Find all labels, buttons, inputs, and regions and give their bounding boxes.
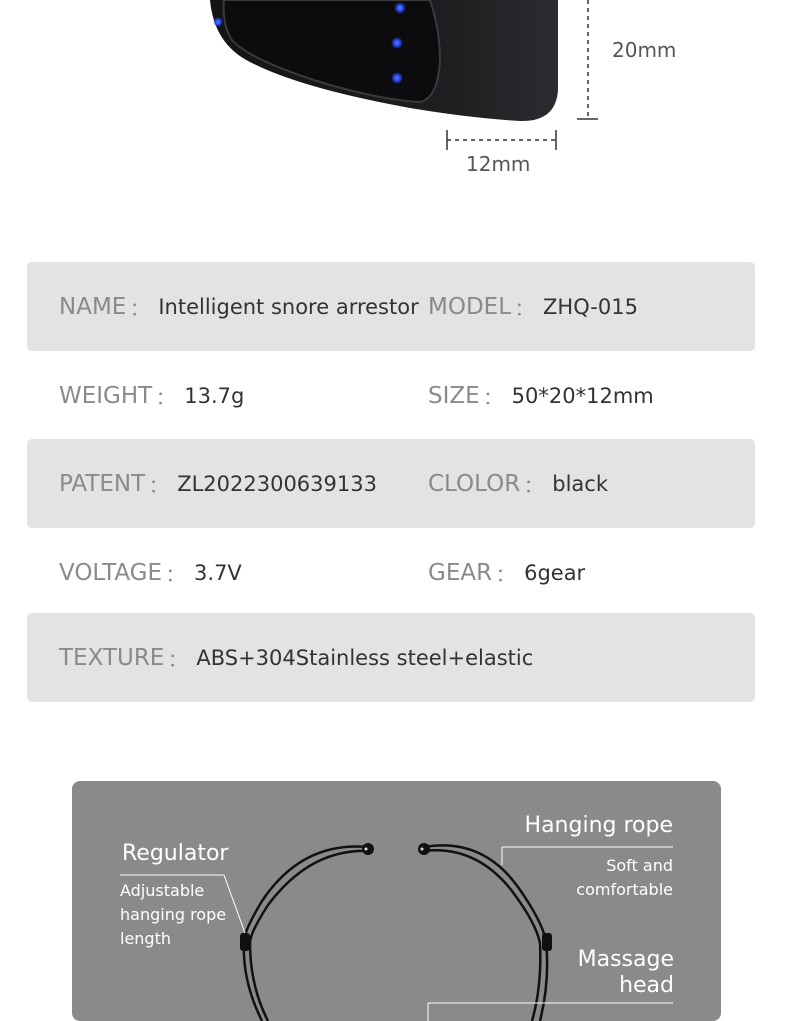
spec-colon: ： [129,296,153,322]
led-light [391,37,403,49]
spec-cell [59,439,377,528]
spec-value: black [552,471,608,496]
regulator-slider [240,933,250,951]
spec-key: NAME [59,293,127,320]
spec-colon: ： [165,562,189,588]
led-light [394,2,406,14]
device-illustration [0,0,790,200]
spec-cell [428,262,638,351]
spec-value: 50*20*12mm [511,383,654,408]
spec-value: 13.7g [184,383,245,408]
spec-colon: ： [148,473,172,499]
width-dimension-label: 12mm [466,152,531,176]
spec-cell [428,528,585,617]
spec-colon: ： [155,385,179,411]
regulator-description: Adjustable hanging rope length [120,881,227,948]
spec-colon: ： [523,473,547,499]
spec-row-voltage [27,528,755,617]
spec-colon: ： [482,385,506,411]
spec-colon: ： [167,647,191,673]
rope-strand [244,846,368,1021]
led-light [213,17,223,27]
product-dimension-figure [0,0,790,200]
rope-strand [250,851,368,1021]
led-light [391,72,403,84]
spec-value: ZL2022300639133 [177,471,377,496]
spec-row-texture [27,613,755,702]
hanging-rope-title: Hanging rope [524,813,673,838]
regulator-slider [542,933,552,951]
hanging-rope-description: Soft and comfortable [576,856,673,899]
massage-head-title: Massage head [577,947,674,998]
spec-cell [428,439,608,528]
spec-colon: ： [495,562,519,588]
spec-value: 6gear [524,560,586,585]
spec-value: ZHQ-015 [543,294,638,319]
spec-key: WEIGHT [59,382,153,409]
spec-value: ABS+304Stainless steel+elastic [196,645,534,670]
spec-cell [59,262,419,351]
spec-cell [428,351,654,440]
spec-key: GEAR [428,559,493,586]
spec-key: VOLTAGE [59,559,163,586]
spec-key: MODEL [428,293,512,320]
spec-cell [59,528,242,617]
rope-strand [424,850,540,1021]
spec-cell [59,351,244,440]
rope-end-bead [362,843,374,855]
spec-colon: ： [514,296,538,322]
spec-row-patent [27,439,755,528]
spec-key: PATENT [59,470,146,497]
spec-row-weight [27,351,755,440]
parts-diagram [72,781,721,1021]
regulator-title: Regulator [122,841,229,866]
rope-end-bead [418,843,430,855]
spec-key: SIZE [428,382,480,409]
spec-cell [59,613,533,702]
spec-key: TEXTURE [59,644,165,671]
spec-value: Intelligent snore arrestor [158,294,419,319]
rope-strand [424,845,547,1021]
spec-key: CLOLOR [428,470,521,497]
spec-value: 3.7V [194,560,242,585]
height-dimension-label: 20mm [612,38,677,62]
spec-row-name [27,262,755,351]
